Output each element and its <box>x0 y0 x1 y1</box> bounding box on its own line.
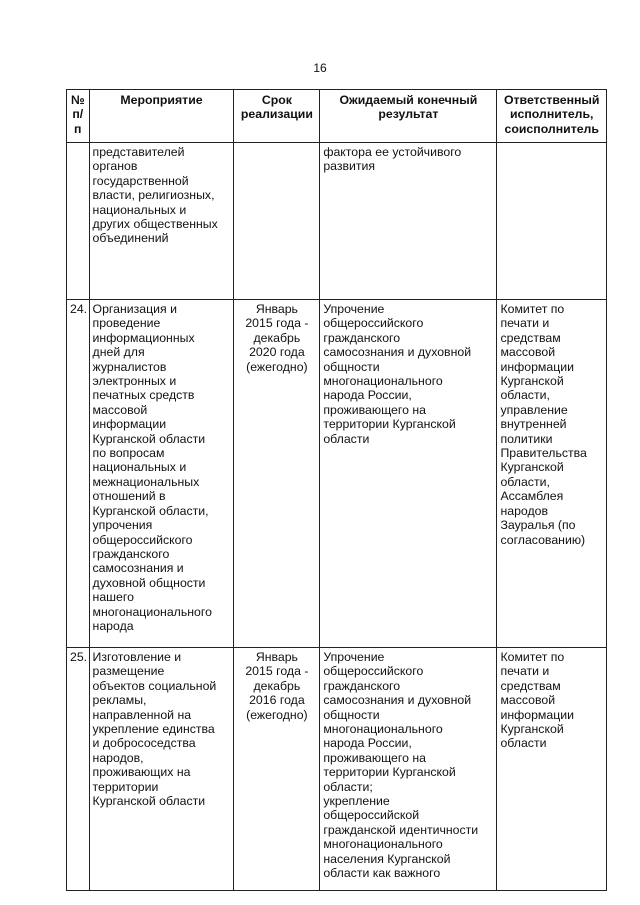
cell-result: Упрочение общероссийского гражданского самосознания и духовной общности многонационального народа России, проживающего на территории Курганской области <box>320 300 497 648</box>
table-row <box>67 300 607 648</box>
cell-num: 24. <box>67 300 90 648</box>
header-responsible: Ответственный исполнитель, соисполнитель <box>497 90 607 143</box>
cell-term <box>234 143 320 300</box>
cell-num <box>67 143 90 300</box>
cell-event: Изготовление и размещение объектов социальной рекламы, направленной на укрепление единства и добрососедства народов, проживающих на территории Курганской области <box>89 648 234 891</box>
page-number: 16 <box>313 61 327 75</box>
cell-responsible <box>497 143 607 300</box>
cell-responsible: Комитет по печати и средствам массовой информации Курганской области <box>497 648 607 891</box>
cell-num: 25. <box>67 648 90 891</box>
cell-term: Январь 2015 года - декабрь 2020 года (ежегодно) <box>234 300 320 648</box>
cell-event: представителей органов государственной власти, религиозных, национальных и других общественных объединений <box>89 143 234 300</box>
cell-event: Организация и проведение информационных дней для журналистов электронных и печатных средств массовой информации Курганской области по вопросам национальных и межнациональных отношений в Курганской области, упрочения общероссийского гражданского самосознания и духовной общности нашего многонационального народа <box>89 300 234 648</box>
header-term: Срок реализации <box>234 90 320 143</box>
events-table <box>66 89 607 891</box>
header-result: Ожидаемый конечный результат <box>320 90 497 143</box>
table-row <box>67 143 607 300</box>
cell-result: фактора ее устойчивого развития <box>320 143 497 300</box>
cell-responsible: Комитет по печати и средствам массовой информации Курганской области, управление внутренней политики Правительства Курганской области, Ассамблея народов Зауралья (по согласованию) <box>497 300 607 648</box>
table-row <box>67 648 607 891</box>
header-event: Мероприятие <box>89 90 234 143</box>
cell-term: Январь 2015 года - декабрь 2016 года (ежегодно) <box>234 648 320 891</box>
header-num: № п/п <box>67 90 90 143</box>
table-header-row <box>67 90 607 143</box>
cell-result: Упрочение общероссийского гражданского самосознания и духовной общности многонационального народа России, проживающего на территории Курганской области; укрепление общероссийской гражданской идентичности многонационального населения Курганской области как важного <box>320 648 497 891</box>
